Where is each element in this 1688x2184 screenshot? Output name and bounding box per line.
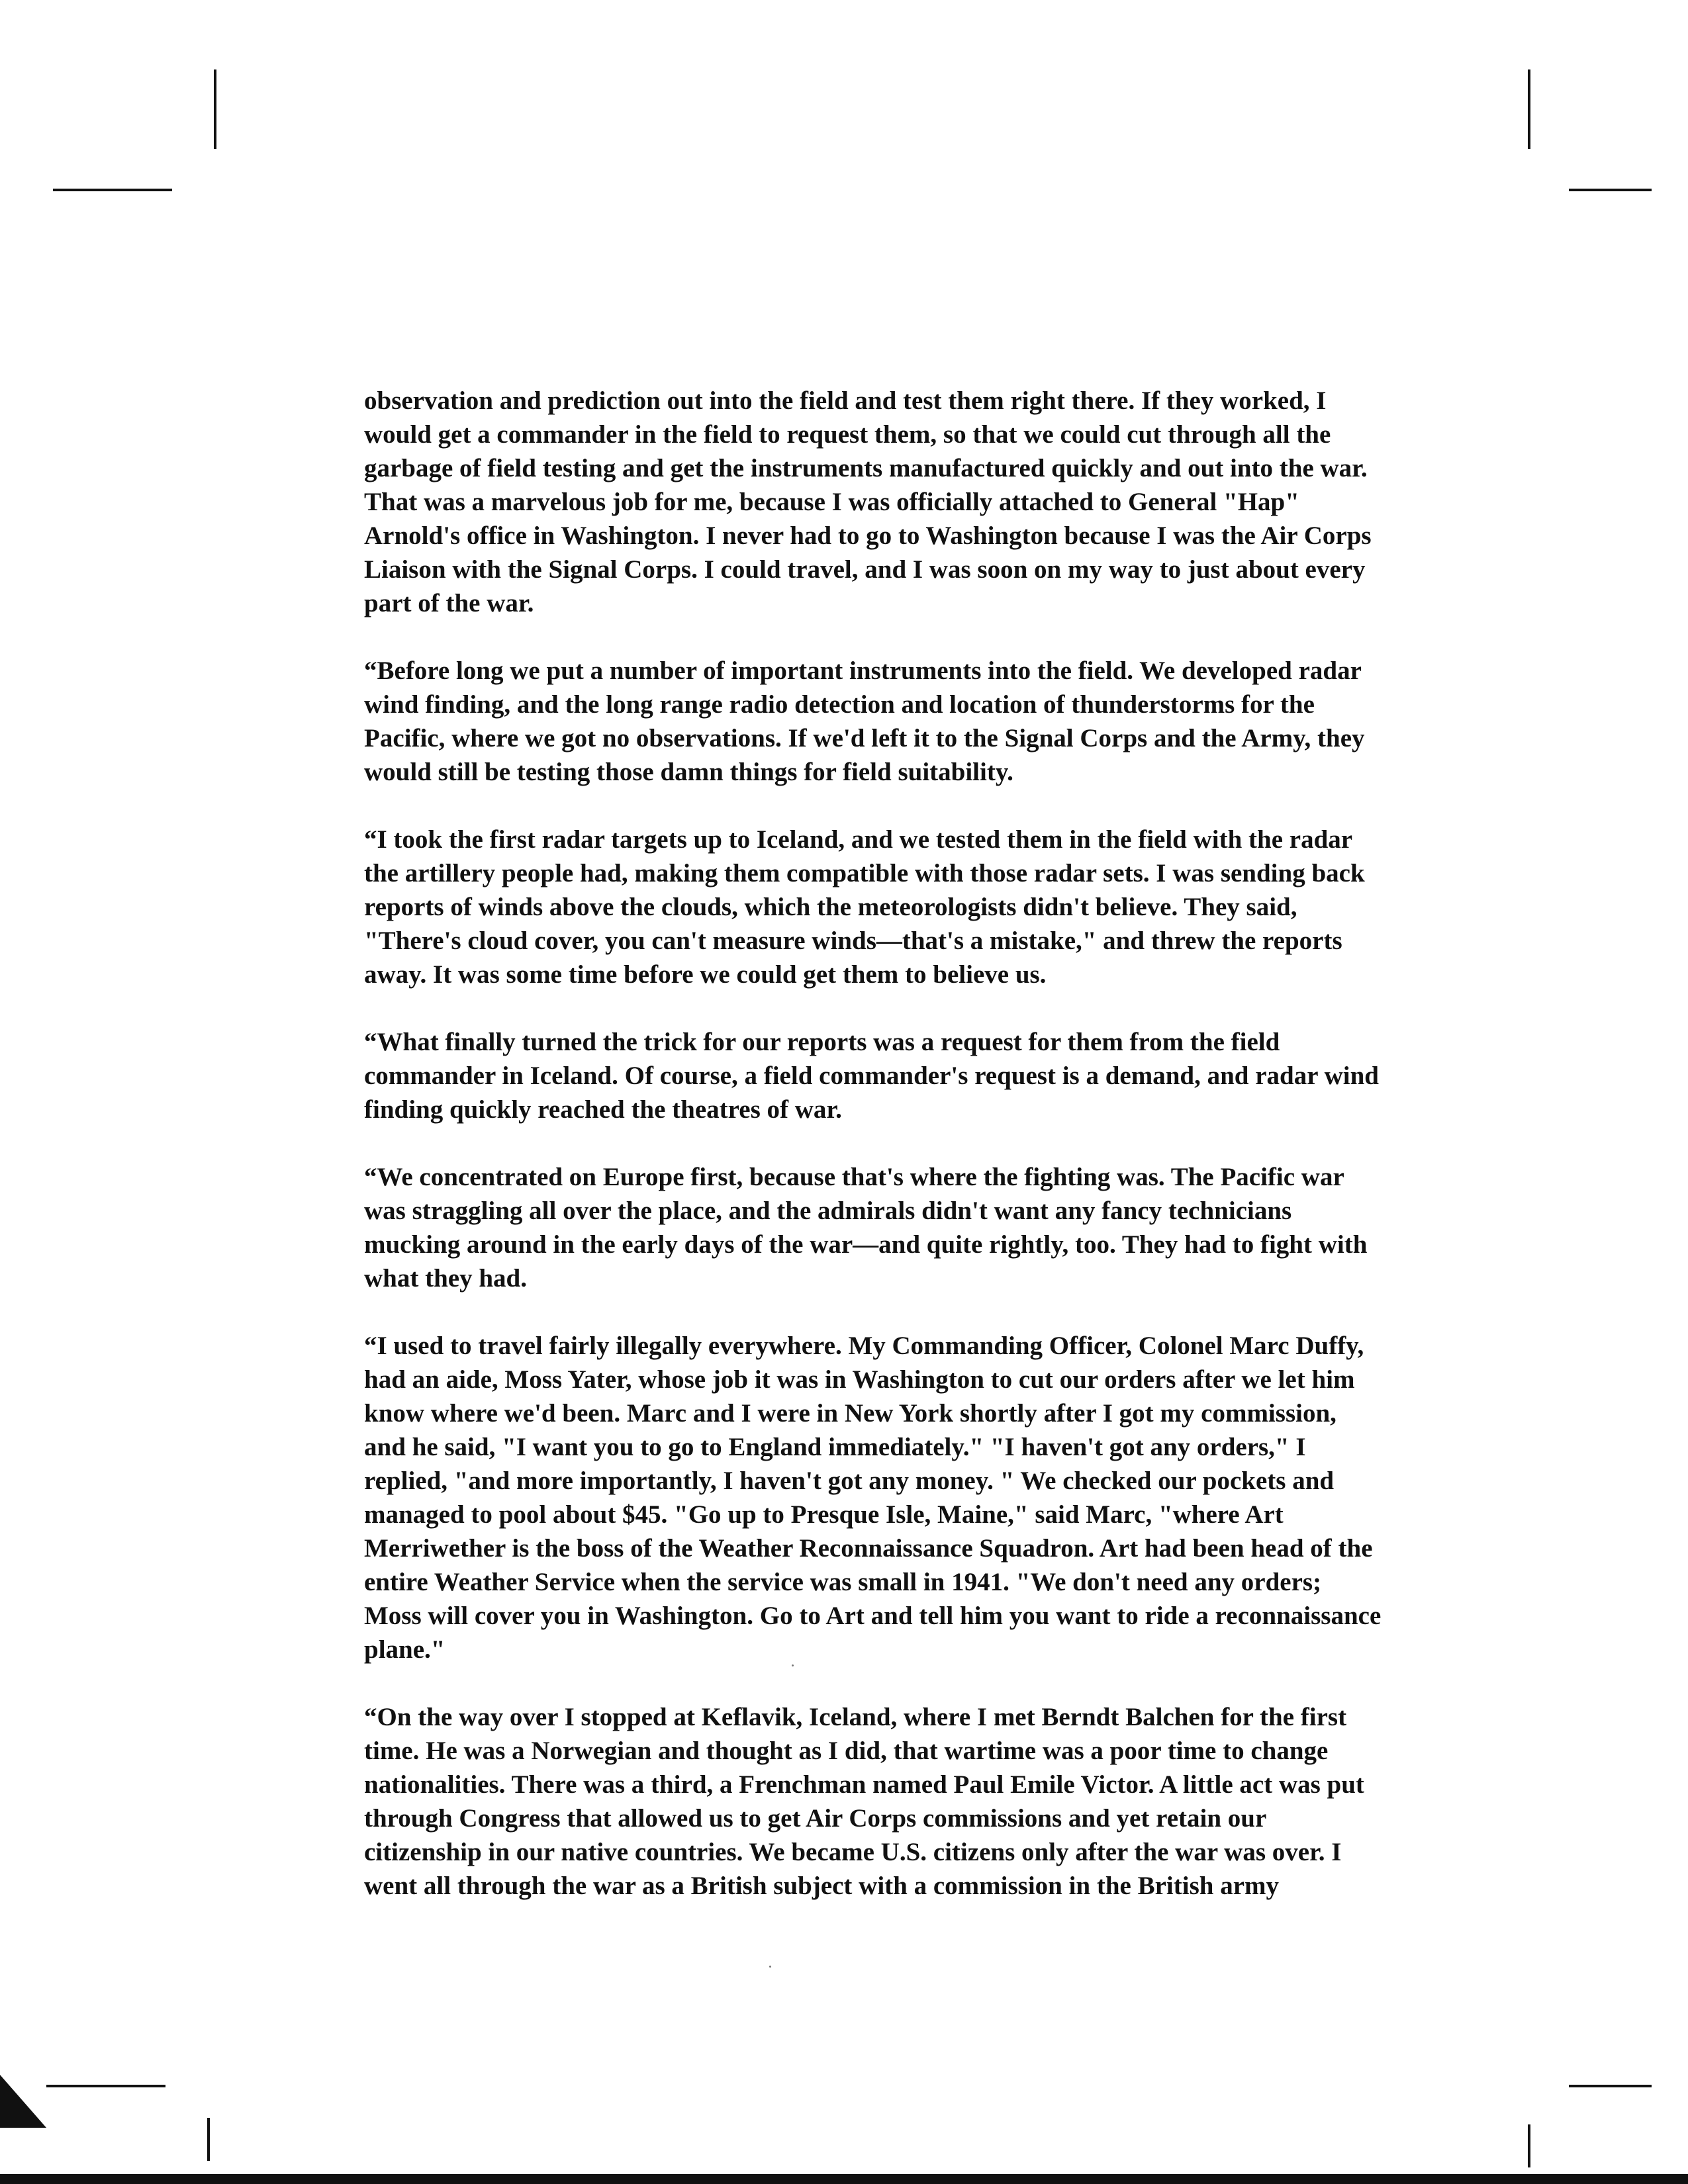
crop-mark-top-left-horizontal: [53, 189, 172, 191]
paragraph: “On the way over I stopped at Keflavik, Iceland, where I met Berndt Balchen for the first time. He was a Norwegian and thought as I did, that wartime was a poor time to change nationalities. There was a third, a Frenchman named Paul Emile Victor. A little act was put through Congress that allowed us to get Air Corps commissions and yet retain our citizenship in our native countries. We became U.S. citizens only after the war was over. I went all through the war as a British subject with a commission in the British army: [364, 1703, 1364, 1900]
paragraph: “I used to travel fairly illegally everywhere. My Commanding Officer, Colonel Marc Duffy, had an aide, Moss Yater, whose job it was in Washington to cut our orders after we let him know where we'd been. Marc and I were in New York shortly after I got my commission, and he said, "I want you to go to England immediately." "I haven't got any orders," I replied, "and more importantly, I haven't got any money. " We checked our pockets and managed to pool about $45. "Go up to Presque Isle, Maine," said Marc, "where Art Merriwether is the boss of the Weather Reconnaissance Squadron. Art had been head of the entire Weather Service when the service was small in 1941. "We don't need any orders; Moss will cover you in Washington. Go to Art and tell him you want to ride a reconnaissance plane.": [364, 1332, 1382, 1664]
paragraph: “What finally turned the trick for our reports was a request for them from the field commander in Iceland. Of course, a field commander's request is a demand, and radar wind finding quickly reached the theatres of war.: [364, 1028, 1379, 1124]
scan-bottom-edge: [0, 2174, 1688, 2184]
document-body: [364, 384, 1383, 1903]
paragraph: “We concentrated on Europe first, because that's where the fighting was. The Pacific war was straggling all over the place, and the admirals didn't want any fancy technicians mucking around in the early days of the war—and quite rightly, too. They had to fight with what they had.: [364, 1163, 1368, 1293]
crop-mark-bottom-left-horizontal: [46, 2085, 165, 2087]
scan-corner-artifact: [0, 2075, 46, 2128]
crop-mark-top-left-vertical: [214, 69, 216, 149]
scan-speck: [769, 1966, 771, 1968]
paragraph: “Before long we put a number of important instruments into the field. We developed radar wind finding, and the long range radio detection and location of thunderstorms for the Pacific, where we got no observations. If we'd left it to the Signal Corps and the Army, they would still be testing those damn things for field suitability.: [364, 657, 1365, 786]
crop-mark-top-right-vertical: [1528, 69, 1530, 149]
crop-mark-bottom-right-horizontal: [1569, 2085, 1652, 2087]
paragraph: observation and prediction out into the field and test them right there. If they worked, I would get a commander in the field to request them, so that we could cut through all the garbage of field testing and get the instruments manufactured quickly and out into the war. That was a marvelous job for me, because I was officially attached to General "Hap" Arnold's office in Washington. I never had to go to Washington because I was the Air Corps Liaison with the Signal Corps. I could travel, and I was soon on my way to just about every part of the war.: [364, 387, 1372, 617]
crop-mark-bottom-right-vertical: [1528, 2124, 1530, 2167]
crop-mark-bottom-left-vertical: [207, 2118, 210, 2161]
paragraph: “I took the first radar targets up to Iceland, and we tested them in the field with the radar the artillery people had, making them compatible with those radar sets. I was sending back reports of winds above the clouds, which the meteorologists didn't believe. They said, "There's cloud cover, you can't measure winds—that's a mistake," and threw the reports away. It was some time before we could get them to believe us.: [364, 825, 1365, 989]
crop-mark-top-right-horizontal: [1569, 189, 1652, 191]
